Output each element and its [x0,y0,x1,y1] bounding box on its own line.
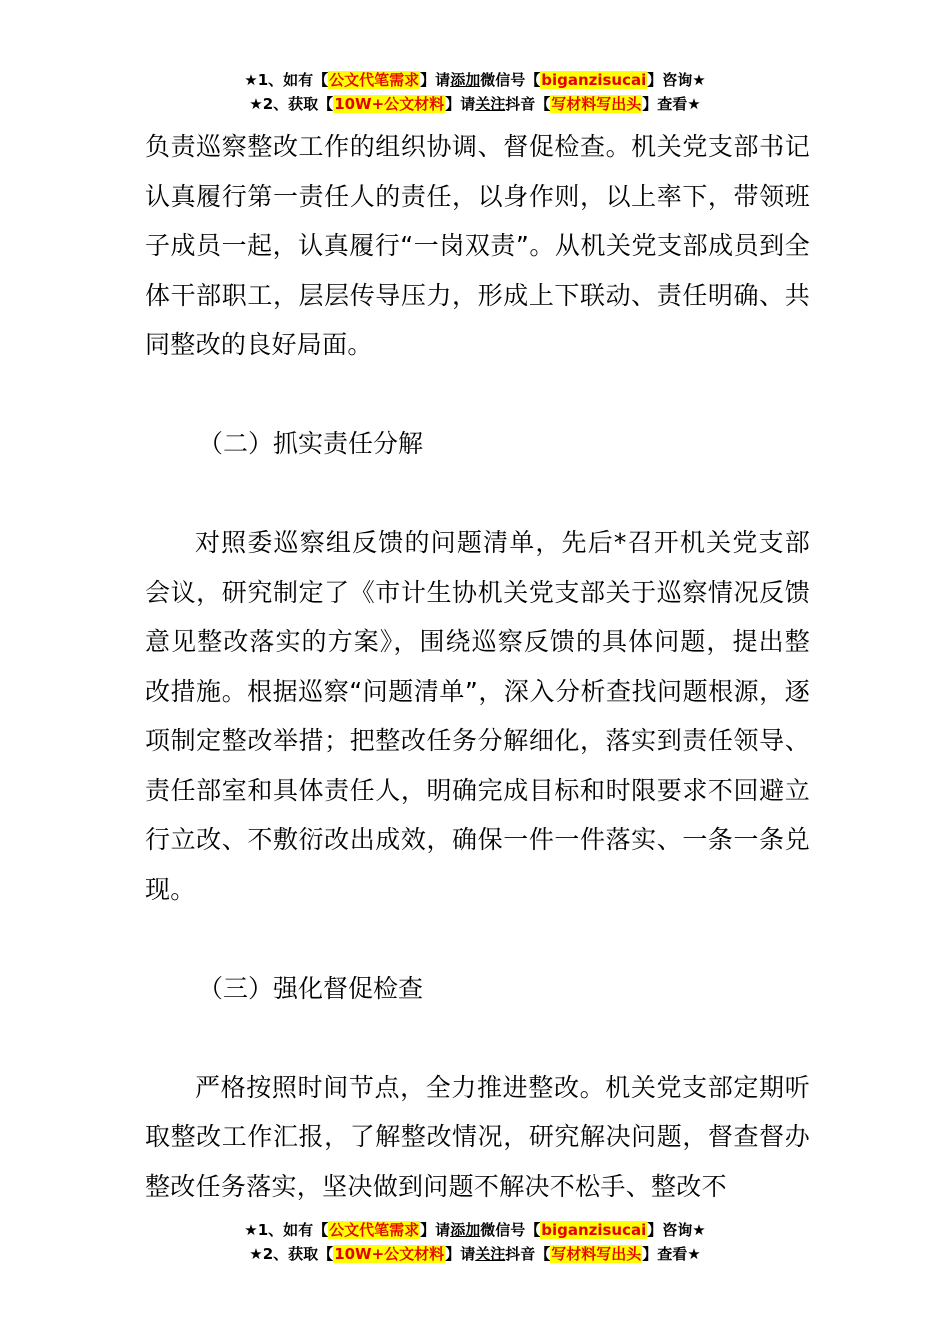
highlight-douyin-account: 写材料写出头 [551,1245,642,1263]
footer-banner [0,1218,950,1266]
banner-text: 抖音【 [505,1245,551,1263]
banner-underlined-text: 关注 [475,95,506,113]
highlight-wechat-id: biganzisucai [541,1221,647,1239]
banner-line-2 [0,1242,950,1266]
section-heading-3: （三）强化督促检查 [198,973,424,1003]
banner-text: ★2、获取【 [249,95,334,113]
banner-line-1 [0,68,950,92]
paragraph-1: 负责巡察整改工作的组织协调、督促检查。机关党支部书记认真履行第一责任人的责任，以身作则，以上率下，带领班子成员一起，认真履行“一岗双责”。从机关党支部成员到全体干部职工，层层传导压力，形成上下联动、责任明确、共同整改的良好局面。 [145,132,810,359]
banner-text: 】请 [445,1245,476,1263]
header-banner [0,68,950,116]
paragraph-2: 对照委巡察组反馈的问题清单，先后*召开机关党支部会议，研究制定了《市计生协机关党支部关于巡察情况反馈意见整改落实的方案》，围绕巡察反馈的具体问题，提出整改措施。根据巡察“问题清单”，深入分析查找问题根源，逐项制定整改举措；把整改任务分解细化，落实到责任领导、责任部室和具体责任人，明确完成目标和时限要求不回避立行立改、不敷衍改出成效，确保一件一件落实、一条一条兑现。 [145,528,810,904]
banner-text: 】请 [445,95,476,113]
banner-text: ★1、如有【 [244,71,329,89]
banner-text: 】请 [420,1221,451,1239]
banner-underlined-text: 添加 [450,71,481,89]
highlight-wechat-id: biganzisucai [541,71,647,89]
banner-text: 】查看★ [642,95,701,113]
banner-line-1 [0,1218,950,1242]
document-body [145,122,810,1211]
banner-text: ★1、如有【 [244,1221,329,1239]
banner-text: 抖音【 [505,95,551,113]
banner-text: 】咨询★ [647,71,706,89]
banner-text: ★2、获取【 [249,1245,334,1263]
paragraph-3: 严格按照时间节点，全力推进整改。机关党支部定期听取整改工作汇报，了解整改情况，研究解决问题，督查督办整改任务落实，坚决做到问题不解决不松手、整改不 [145,1072,810,1201]
highlight-service: 公文代笔需求 [329,1221,420,1239]
banner-text: 微信号【 [480,1221,541,1239]
banner-text: 】查看★ [642,1245,701,1263]
highlight-douyin-account: 写材料写出头 [551,95,642,113]
banner-text: 】请 [420,71,451,89]
highlight-materials: 10W+公文材料 [334,95,445,113]
banner-underlined-text: 关注 [475,1245,506,1263]
highlight-service: 公文代笔需求 [329,71,420,89]
section-heading-2: （二）抓实责任分解 [198,429,424,458]
banner-underlined-text: 添加 [450,1221,481,1239]
banner-text: 】咨询★ [647,1221,706,1239]
banner-line-2 [0,92,950,116]
highlight-materials: 10W+公文材料 [334,1245,445,1263]
banner-text: 微信号【 [480,71,541,89]
